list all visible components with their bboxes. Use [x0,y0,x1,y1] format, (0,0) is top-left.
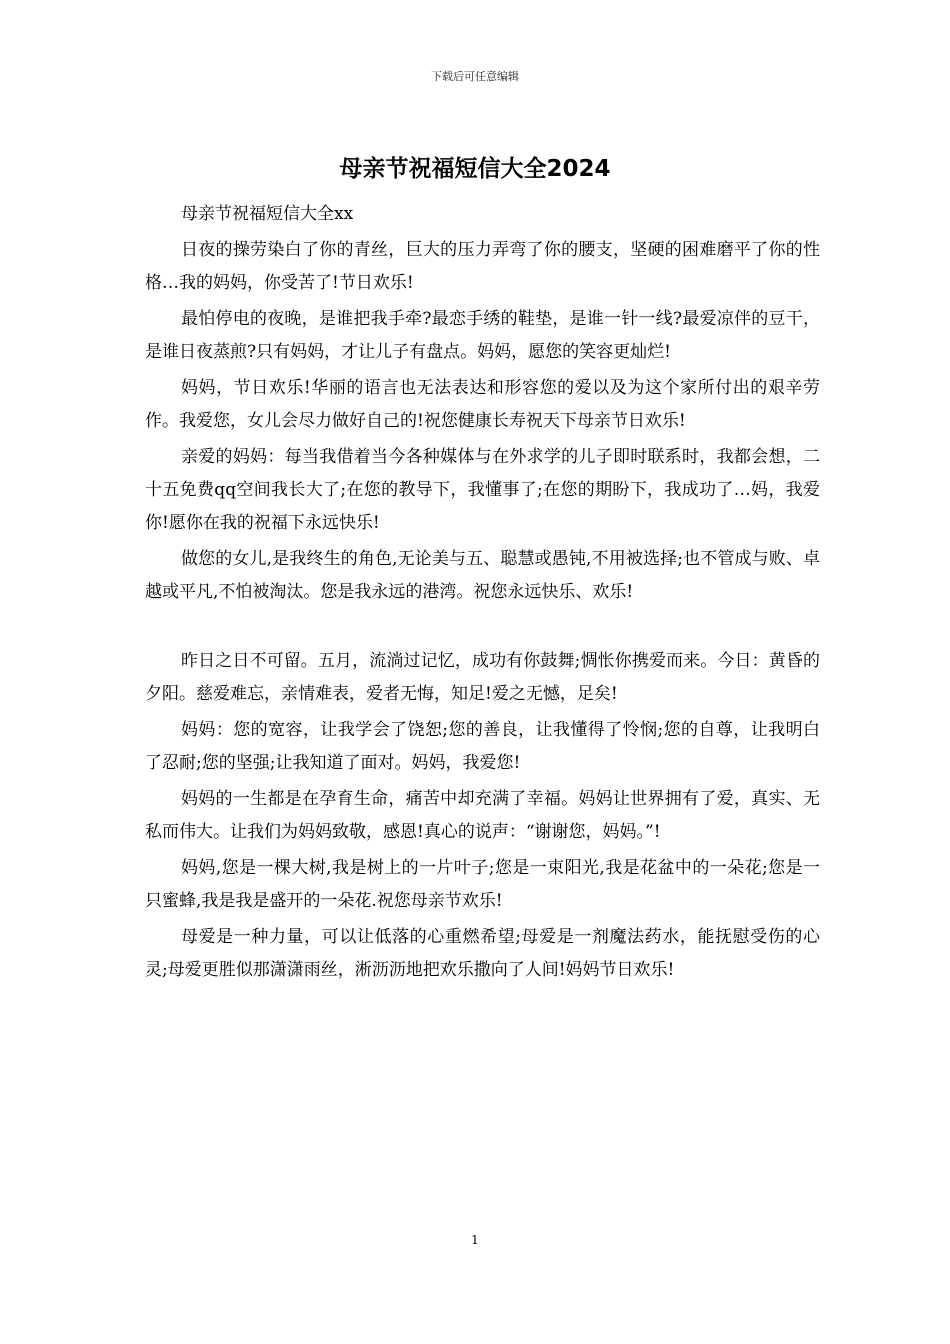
paragraph: 昨日之日不可留。五月，流淌过记忆，成功有你鼓舞;惆怅你携爱而来。今日：黄昏的夕阳。慈爱难忘，亲情难表，爱者无悔，知足!爱之无憾，足矣! [145,651,820,704]
document-title: 母亲节祝福短信大全2024 [339,156,611,182]
paragraph: 亲爱的妈妈：每当我借着当今各种媒体与在外求学的儿子即时联系时，我都会想，二十五免费qq空间我长大了;在您的教导下，我懂事了;在您的期盼下，我成功了…妈，我爱你!愿你在我的祝福下永远快乐! [145,447,820,533]
paragraph: 妈妈,您是一棵大树,我是树上的一片叶子;您是一束阳光,我是花盆中的一朵花;您是一只蜜蜂,我是我是盛开的一朵花.祝您母亲节欢乐! [145,858,820,911]
paragraph: 日夜的操劳染白了你的青丝，巨大的压力弄弯了你的腰支，坚硬的困难磨平了你的性格…我的妈妈，你受苦了!节日欢乐! [145,240,820,293]
paragraph: 妈妈的一生都是在孕育生命，痛苦中却充满了幸福。妈妈让世界拥有了爱，真实、无私而伟大。让我们为妈妈致敬，感恩!真心的说声：“谢谢您，妈妈。”! [145,789,820,842]
paragraph: 做您的女儿,是我终生的角色,无论美与五、聪慧或愚钝,不用被选择;也不管成与败、卓越或平凡,不怕被淘汰。您是我永远的港湾。祝您永远快乐、欢乐! [145,549,820,602]
paragraph: 母爱是一种力量，可以让低落的心重燃希望;母爱是一剂魔法药水，能抚慰受伤的心灵;母爱更胜似那潇潇雨丝，淅沥沥地把欢乐撒向了人间!妈妈节日欢乐! [145,927,820,980]
blank-line [145,612,820,645]
header-note: 下载后可任意编辑 [431,70,519,83]
paragraph-subtitle: 母亲节祝福短信大全xx [181,204,354,224]
paragraph: 最怕停电的夜晚，是谁把我手牵?最恋手绣的鞋垫，是谁一针一线?最爱凉伴的豆干，是谁日夜蒸煎?只有妈妈，才让儿子有盘点。妈妈，愿您的笑容更灿烂! [145,309,820,362]
document-body [145,198,820,990]
paragraph: 妈妈，节日欢乐!华丽的语言也无法表达和形容您的爱以及为这个家所付出的艰辛劳作。我爱您，女儿会尽力做好自己的!祝您健康长寿祝天下母亲节日欢乐! [145,378,820,431]
page-number: 1 [471,1233,479,1247]
paragraph: 妈妈：您的宽容，让我学会了饶恕;您的善良，让我懂得了怜悯;您的自尊，让我明白了忍耐;您的坚强;让我知道了面对。妈妈，我爱您! [145,720,820,773]
